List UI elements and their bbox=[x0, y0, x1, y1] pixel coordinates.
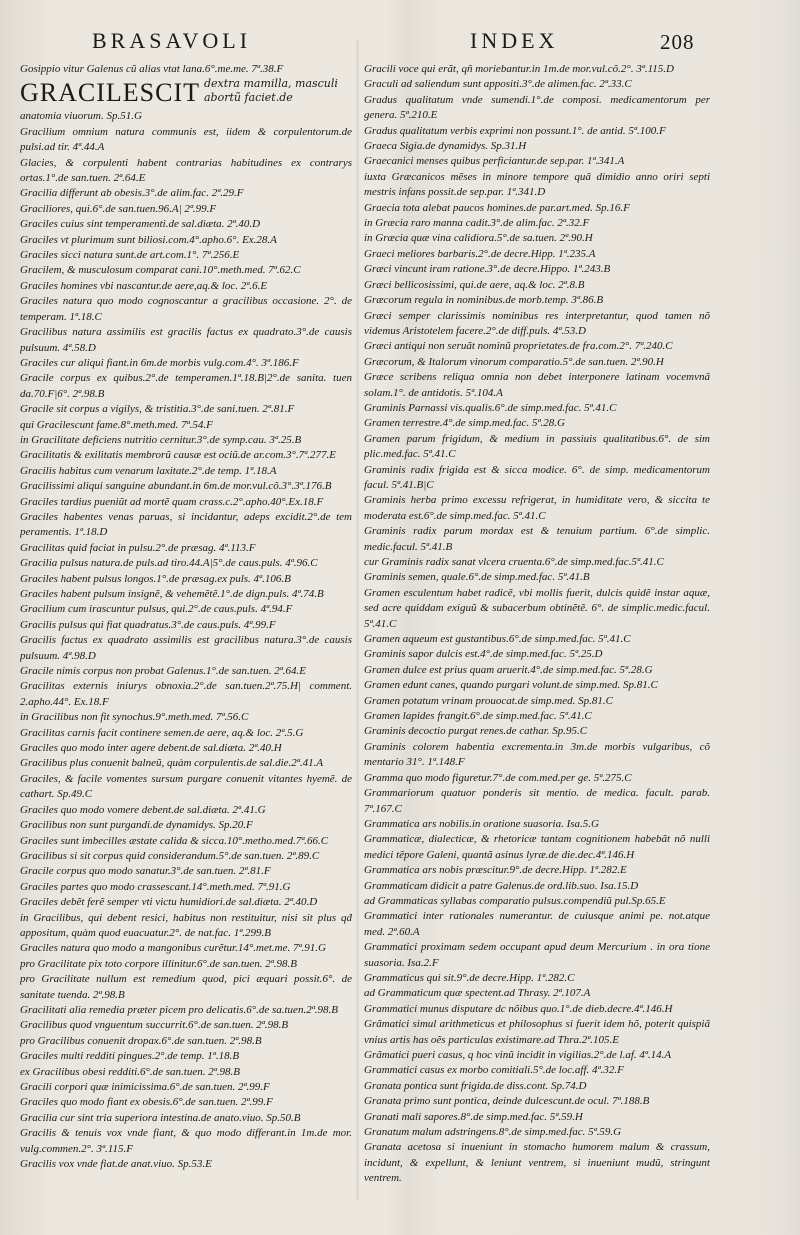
index-entry: Grammatici munus disputare dc nõibus quo.1°.de dieb.decre.4ª.146.H bbox=[364, 1002, 673, 1015]
index-entry: Graciles sunt imbecilles æstate calida & sicca.10°.metho.med.7ª.66.C bbox=[20, 834, 329, 847]
index-entry: Gracilis & tenuis vox vnde fiant, & quo modo differant.in 1m.de mor. vulg.commen.2°. 3ª.115.F bbox=[20, 1127, 352, 1155]
index-entry: in Græcia quæ vina calidiora.5°.de sa.tuen. 2ª.90.H bbox=[364, 232, 593, 245]
index-entry: Graminis Parnassi vis.qualis.6°.de simp.med.fac. 5ª.41.C bbox=[364, 401, 617, 414]
index-entry: Gramen terrestre.4°.de simp.med.fac. 5ª.28.G bbox=[364, 417, 565, 430]
index-entry: iuxta Græcanicos mẽses in minore tempore quã dimidio anno oriri septi mestris infans possit.de sep.par. 1ª.341.D bbox=[364, 170, 710, 199]
index-entry: Gracile sit corpus a vigilys, & tristitia.3°.de sani.tuen. 2ª.81.F bbox=[20, 403, 295, 416]
index-entry: Graciles quo modo fiant ex obesis.6°.de san.tuen. 2ª.99.F bbox=[20, 1096, 273, 1109]
index-entry: Graciles multi redditi pingues.2°.de temp. 1ª.18.B bbox=[20, 1050, 240, 1063]
index-entry: Gramen potatum vrinam prouocat.de simp.med. Sp.81.C bbox=[364, 694, 613, 707]
index-entry: Gracilis vox vnde fiat.de anat.viuo. Sp.53.E bbox=[20, 1158, 212, 1171]
index-entry: Graminis semen, quale.6°.de simp.med.fac. 5ª.41.B bbox=[364, 571, 590, 584]
index-entry: Gradus qualitatum verbis exprimi non possunt.1°. de antid. 5ª.100.F bbox=[364, 124, 666, 137]
index-entry: Grammariorum quatuor ponderis sit mentio. de medica. facult. parab. 7ª.167.C bbox=[364, 787, 710, 815]
headword-large: GRACILESCIT bbox=[20, 78, 200, 108]
index-entry: Graminis decoctio purgat renes.de cathar. Sp.95.C bbox=[364, 725, 588, 738]
index-entry: Graminis radix parum mordax est & tenuium partium. 6°.de simplic. medic.facul. 5ª.41.B bbox=[364, 525, 710, 553]
left-entry-list bbox=[20, 109, 352, 1172]
index-entry: Græcorum, & Italorum vinorum comparatio.5°.de san.tuen. 2ª.90.H bbox=[364, 355, 664, 368]
index-entry: Glacies, & corpulenti habent contrarias habitudines ex contrarys ortas.1°.de san.tuen. 2ª.64.E bbox=[20, 156, 352, 185]
index-entry: Gracilia differunt ab obesis.3°.de alim.fac. 2ª.29.F bbox=[20, 187, 244, 200]
index-entry: cur Graminis radix sanat vlcera cruenta.6°.de simp.med.fac.5ª.41.C bbox=[364, 556, 664, 568]
right-entry-list bbox=[364, 62, 710, 1187]
index-entry: Gracilibus natura assimilis est gracilis factus ex quadrato.3°.de causis pulsuum. 4ª.58.D bbox=[20, 326, 352, 354]
index-entry: Graciles homines vbi nascantur.de aere,aq.& loc. 2ª.6.E bbox=[20, 279, 268, 292]
running-head-title: INDEX bbox=[470, 28, 559, 53]
index-entry: Gracilibus quod vnguentum succurrit.6°.de san.tuen. 2ª.98.B bbox=[20, 1019, 289, 1032]
index-entry: Graciles partes quo modo crassescant.14°.meth.med. 7ª.91.G bbox=[20, 880, 291, 893]
index-entry: Graciles habentes venas paruas, si incidantur, adeps excidit.2°.de tem peramentis. 1ª.18.D bbox=[20, 510, 352, 539]
index-entry: Graculi ad saliendum sunt appositi.3°.de alimen.fac. 2ª.33.C bbox=[364, 78, 632, 91]
index-entry: Gracilis habitus cum venarum laxitate.2°.de temp. 1ª.18.A bbox=[20, 464, 277, 477]
index-entry: Graciles sicci natura sunt.de art.com.1°. 7ª.256.E bbox=[20, 249, 240, 262]
index-entry: Graminis radix frigida est & sicca modice. 6°. de simp. medicamentorum facul. 5ª.41.B|C bbox=[364, 463, 710, 491]
index-entry: Gracilem, & musculosum comparat cani.10°.meth.med. 7ª.62.C bbox=[20, 264, 301, 277]
index-entry: Gramen esculentum habet radicẽ, vbi mollis fuerit, dulcis quidẽ instar aquæ, sed acre quiddam exiguũ & subacerbum obtinẽtẽ. 6°. de simplic.medic.facul. 5ª.41.C bbox=[364, 586, 710, 630]
index-entry: Graciles vt plurimum sunt biliosi.com.4°.apho.6°. Ex.28.A bbox=[20, 233, 277, 246]
index-entry: Gramen dulce est prius quam aruerit.4°.de simp.med.fac. 5ª.28.G bbox=[364, 663, 653, 676]
index-entry: Graminis herba primo excessu refrigerat, in humiditate vero, & siccita te moderata est.6°.de simp.med.fac. 5ª.41.C bbox=[364, 494, 710, 522]
index-entry: Graecanici menses quibus perficiantur.de sep.par. 1ª.341.A bbox=[364, 155, 625, 168]
index-entry: in Græcia raro manna cadit.3°.de alim.fac. 2ª.32.F bbox=[364, 217, 590, 230]
index-entry: Graminis sapor dulcis est.4°.de simp.med.fac. 5ª.25.D bbox=[364, 648, 603, 661]
index-entry: Gracilium omnium natura communis est, iidem & corpulentorum.de pulsi.ad tir. 4ª.44.A bbox=[20, 125, 352, 154]
index-entry: Graciles, & facile vomentes sursum purgare conuenit vitantes hyemẽ. de cathart. Sp.49.C bbox=[20, 772, 352, 801]
index-entry: Grammatici proximam sedem occupant apud deum Mercurium . in ora tione suasoria. Isa.2.F bbox=[364, 941, 710, 969]
index-entry: Grammaticam didicit a patre Galenus.de ord.lib.suo. Isa.15.D bbox=[364, 879, 639, 892]
index-entry: Gramen aqueum est gustantibus.6°.de simp.med.fac. 5ª.41.C bbox=[364, 633, 631, 646]
index-entry: Graciles natura quo modo a mangonibus curẽtur.14°.met.me. 7ª.91.G bbox=[20, 942, 326, 955]
index-entry: Grammaticæ, dialecticæ, & rhetoricæ tantam cognitionem habebãt nõ nulli medici tẽpore Galeni, quantã asinus lyræ.de die.dec.4ª.146.H bbox=[364, 833, 710, 861]
index-entry: Graminis colorem habentia excrementa.in 3m.de morbis vulgaribus, cõ mentario 31°. 1ª.148.F bbox=[364, 740, 710, 769]
index-entry: Graciles debẽt ferẽ semper vti victu humidiori.de sal.diæta. 2ª.40.D bbox=[20, 896, 318, 909]
index-entry: Græci bellicosissimi, qui.de aere, aq.& loc. 2ª.8.B bbox=[364, 278, 585, 291]
index-entry: Graeca Sigia.de dynamidys. Sp.31.H bbox=[364, 140, 527, 153]
running-head-author: BRASAVOLI bbox=[92, 28, 252, 53]
index-entry: Græcorum regula in nominibus.de morb.temp. 3ª.86.B bbox=[364, 294, 604, 307]
index-entry: Graciles habent pulsum insignẽ, & vehemẽtẽ.1°.de dign.puls. 4ª.74.B bbox=[20, 588, 324, 600]
index-entry: qui Gracilescunt fame.8°.meth.med. 7ª.54.F bbox=[20, 418, 213, 431]
index-entry: Graciles natura quo modo cognoscantur a gracilibus occasione. 2°. de temperam. 1ª.18.C bbox=[20, 295, 352, 323]
index-entry: pro Gracilibus conuenit dropax.6°.de san.tuen. 2ª.98.B bbox=[20, 1034, 262, 1047]
index-entry: Granata acetosa si inueniunt in stomacho humorem malum & crassum, incidunt, & expellunt, & leniunt ventrem, si inueniunt mudũ, stringunt ventrem. bbox=[364, 1141, 710, 1185]
index-entry: Gracilia cur sint tria superiora intestina.de anato.viuo. Sp.50.B bbox=[20, 1111, 301, 1124]
index-entry: Gramma quo modo figuretur.7°.de com.med.per ge. 5ª.275.C bbox=[364, 771, 632, 784]
column-gutter bbox=[356, 40, 359, 1200]
index-entry: Granatum malum adstringens.8°.de simp.med.fac. 5ª.59.G bbox=[364, 1126, 622, 1139]
index-entry: Gracilitas quid faciat in pulsu.2°.de præsag. 4ª.113.F bbox=[20, 541, 256, 554]
index-entry: Grãmatici simul arithmeticus et philosophus si fuerit idem hõ, poterit quispiã vnius artis has oẽs particulas existimare.ad Thra.2ª.105.E bbox=[364, 1018, 710, 1046]
index-entry: pro Gracilitate pix toto corpore illinitur.6°.de san.tuen. 2ª.98.B bbox=[20, 957, 298, 970]
page-number: 208 bbox=[660, 30, 695, 54]
index-entry: Graciles cur aliqui fiant.in 6m.de morbis vulg.com.4°. 3ª.186.F bbox=[20, 356, 299, 369]
index-entry: Graciles habent pulsus longos.1°.de præsag.ex puls. 4ª.106.B bbox=[20, 572, 291, 585]
index-entry: Gradus qualitatum vnde sumendi.1°.de composi. medicamentorum per genera. 5ª.210.E bbox=[364, 93, 710, 122]
index-entry: Gracili voce qui erãt, qñ moriebantur.in 1m.de mor.vul.cõ.2°. 3ª.115.D bbox=[364, 63, 674, 75]
headword-continuation: dextra mamilla, masculi abortũ faciet.de bbox=[204, 77, 338, 105]
index-entry: Gracile corpus ex quibus.2°.de temperamen.1ª.18.B|2°.de sanita. tuen da.70.F|6°. 2ª.98.B bbox=[20, 372, 352, 400]
index-entry: Grammatici casus ex morbo comitiali.5°.de loc.aff. 4ª.32.F bbox=[364, 1064, 624, 1077]
headword-row bbox=[20, 77, 352, 109]
index-entry: ad Grammaticas syllabas comparatio pulsus.compendiũ pul.Sp.65.E bbox=[364, 894, 666, 907]
index-entry: Gracilitas carnis facit continere semen.de aere, aq.& loc. 2ª.5.G bbox=[20, 726, 304, 739]
index-entry: Graciles quo modo vomere debent.de sal.diæta. 2ª.41.G bbox=[20, 803, 266, 816]
index-entry: ex Gracilibus obesi redditi.6°.de san.tuen. 2ª.98.B bbox=[20, 1065, 240, 1078]
index-entry: Gramen edunt canes, quando purgari volunt.de simp.med. Sp.81.C bbox=[364, 679, 658, 692]
index-entry: Gracilium cum irascuntur pulsus, qui.2°.de caus.puls. 4ª.94.F bbox=[20, 603, 293, 616]
index-entry: Gracile corpus quo modo sanatur.3°.de san.tuen. 2ª.81.F bbox=[20, 865, 271, 878]
index-entry: Græci vincunt iram ratione.3°.de decre.Hippo. 1ª.243.B bbox=[364, 263, 611, 276]
index-entry: Gracili corpori quæ inimicissima.6°.de san.tuen. 2ª.99.F bbox=[20, 1081, 270, 1093]
index-entry: Gramen lapides frangit.6°.de simp.med.fac. 5ª.41.C bbox=[364, 710, 592, 723]
index-entry: Gracilitas externis iniurys obnoxia.2°.de san.tuen.2ª.75.H| comment. 2.apho.44°. Ex.18.F bbox=[20, 680, 352, 708]
index-entry: anatomia viuorum. Sp.51.G bbox=[20, 110, 142, 123]
index-entry: Grãmatici pueri casus, q hoc vinũ incidit in vigilias.2°.de l.af. 4ª.14.A bbox=[364, 1049, 672, 1061]
index-entry: Græci semper clarissimis nominibus res interpretantur, quod tamen nõ videmus Aristotelem facere.2°.de diff.puls. 4ª.53.D bbox=[364, 309, 710, 337]
index-entry: Grammatica ars nobilis.in oratione suasoria. Isa.5.G bbox=[364, 817, 599, 830]
index-entry: Gracilia pulsus natura.de puls.ad tiro.44.A|5°.de caus.puls. 4ª.96.C bbox=[20, 557, 318, 570]
index-entry: in Gracilibus, qui debent resici, habitus non restituitur, nisi sit plus qđ appositum, quàm quod euacuatur.2°. de nat.fac. 1ª.299.B bbox=[20, 911, 352, 939]
page-edge-shadow bbox=[760, 0, 800, 1235]
index-entry: Gramen parum frigidum, & medium in passiuis qualitatibus.6°. de sim plic.med.fac. 5ª.41.C bbox=[364, 432, 710, 461]
index-entry: Gracilissimi aliqui sanguine abundant.in 6m.de mor.vul.cõ.3°.3ª.176.B bbox=[20, 480, 332, 493]
index-entry: Gracilis factus ex quadrato assimilis est gracilibus natura.3°.de causis pulsuum. 4ª.98.D bbox=[20, 634, 352, 662]
index-entry: Graecia tota alebat paucos homines.de par.art.med. Sp.16.F bbox=[364, 201, 630, 214]
left-column bbox=[20, 62, 352, 1187]
page-header bbox=[0, 24, 800, 58]
index-entry: Graciles quo modo inter agere debent.de sal.diæta. 2ª.40.H bbox=[20, 742, 282, 755]
index-entry: Granata primo sunt pontica, deinde dulcescunt.de ocul. 7ª.188.B bbox=[364, 1095, 650, 1108]
right-column bbox=[364, 62, 710, 1187]
index-entry: Gracilibus non sunt purgandi.de dynamidys. Sp.20.F bbox=[20, 819, 253, 832]
index-entry: Gracilis pulsus qui fiat quadratus.3°.de caus.puls. 4ª.99.F bbox=[20, 618, 276, 631]
index-entry: Grammatica ars nobis præscitur.9°.de decre.Hipp. 1ª.282.E bbox=[364, 864, 627, 877]
index-entry: Gracilibus si sit corpus quid considerandum.5°.de san.tuen. 2ª.89.C bbox=[20, 849, 320, 862]
index-entry: Gracilibus plus conuenit balneũ, quàm corpulentis.de sal.die.2ª.41.A bbox=[20, 757, 324, 770]
index-entry: Grammaticus qui sit.9°.de decre.Hipp. 1ª.282.C bbox=[364, 971, 575, 984]
index-entry: ad Grammaticum quæ spectent.ad Thrasy. 2ª.107.A bbox=[364, 987, 591, 1000]
index-entry: in Gracilitate deficiens nutritio cernitur.3°.de symp.cau. 3ª.25.B bbox=[20, 433, 302, 446]
index-entry: Græci antiqui non seruãt nominũ proprietates.de fra.com.2°. 7ª.240.C bbox=[364, 340, 673, 353]
index-entry: Graciles cuius sint temperamenti.de sal.diæta. 2ª.40.D bbox=[20, 218, 261, 231]
index-entry: in Gracilibus non fit synochus.9°.meth.med. 7ª.56.C bbox=[20, 711, 249, 724]
index-entry: Gracile nimis corpus non probat Galenus.1°.de san.tuen. 2ª.64.E bbox=[20, 665, 306, 678]
index-entry: Granata pontica sunt frigida.de diss.cont. Sp.74.D bbox=[364, 1079, 587, 1092]
index-entry: Graciles tardius pueniũt ad mortẽ quam crass.c.2°.apho.40°.Ex.18.F bbox=[20, 495, 324, 508]
index-entry: Græce scribens reliqua omnia non debet interponere latinam vocemvnã solam.1°. de antidotis. 5ª.104.A bbox=[364, 371, 710, 399]
index-entry: Gosippio vitur Galenus cũ alias vtat lana.6°.me.me. 7ª.38.F bbox=[20, 63, 284, 75]
index-entry: pro Gracilitate nullum est remedium quod, pici æquari possit.6°. de sanitate tuenda. 2ª.98.B bbox=[20, 973, 352, 1001]
index-entry: Graeci meliores barbaris.2°.de decre.Hipp. 1ª.235.A bbox=[364, 247, 596, 260]
index-entry: Grammatici inter rationales numerantur. de cuiusque animi pe. not.atque med. 2ª.60.A bbox=[364, 910, 710, 938]
index-entry: Gracilitatis & exilitatis membrorũ causæ est ociũ.de ar.com.3°.7ª.277.E bbox=[20, 449, 336, 462]
index-entry: Granati mali sapores.8°.de simp.med.fac. 5ª.59.H bbox=[364, 1110, 583, 1123]
index-entry: Graciliores, qui.6°.de san.tuen.96.A| 2ª.99.F bbox=[20, 202, 217, 215]
index-entry: Gracilitati alia remedia præter picem pro delicatis.6°.de sa.tuen.2ª.98.B bbox=[20, 1003, 338, 1016]
